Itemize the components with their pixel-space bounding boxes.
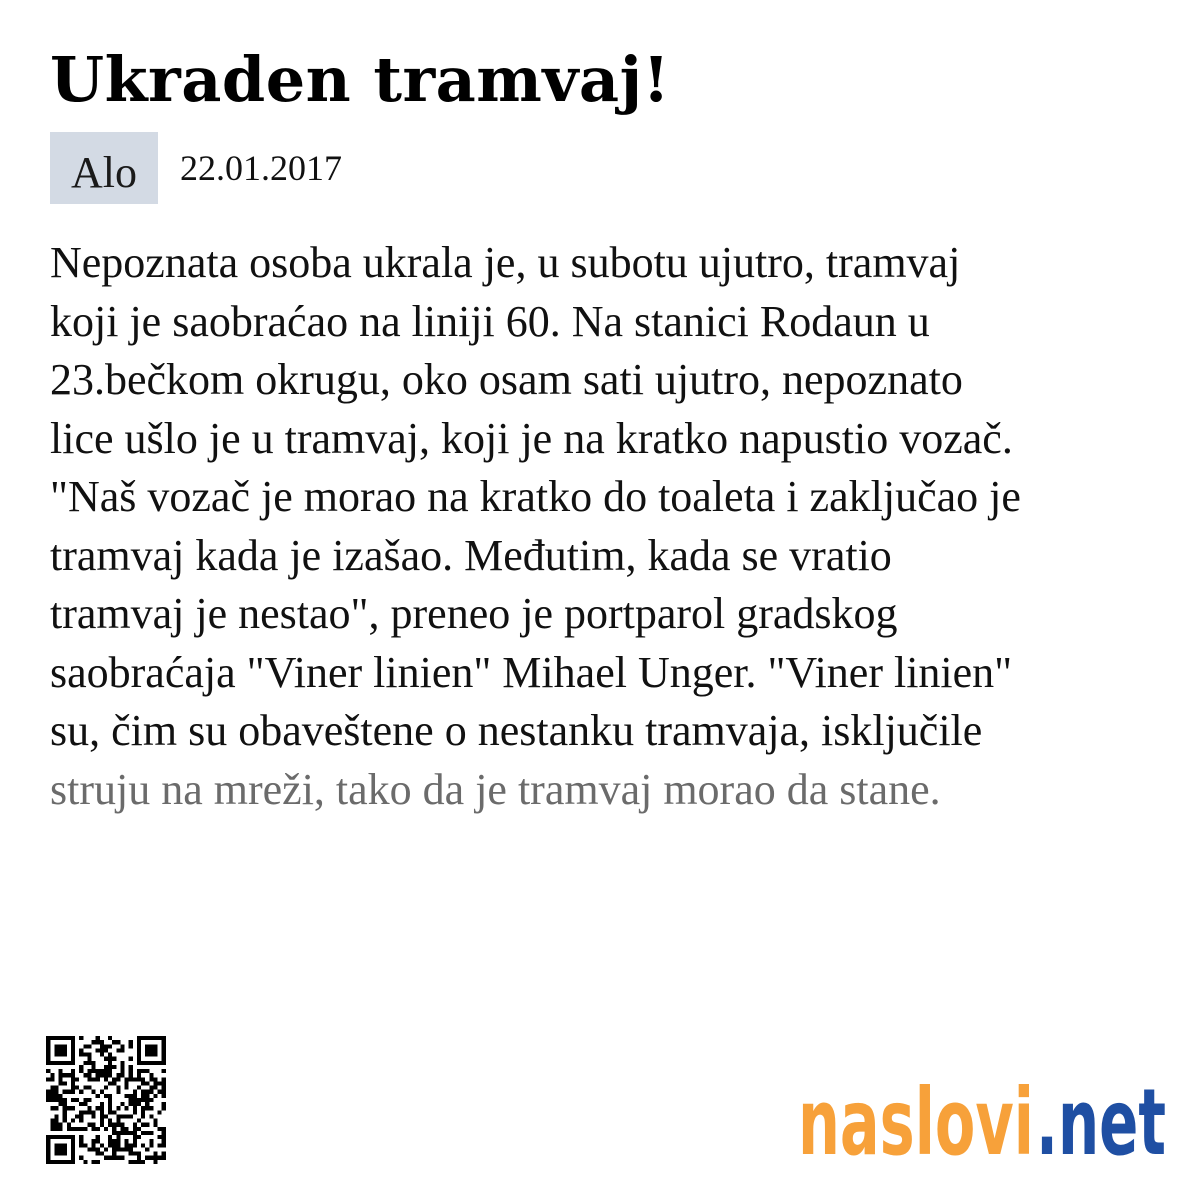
source-label: Alo bbox=[71, 147, 137, 197]
body-line: 23.bečkom okrugu, oko osam sati ujutro, nepoznato bbox=[50, 355, 963, 404]
source-badge[interactable] bbox=[50, 132, 158, 204]
body-line: lice ušlo je u tramvaj, koji je na kratko napustio vozač. bbox=[50, 413, 1013, 463]
naslovi-logo[interactable] bbox=[798, 1056, 1170, 1168]
body-line: "Naš vozač je morao na kratko do toaleta i zaključao je bbox=[50, 472, 1021, 521]
publish-date: 22.01.2017 bbox=[180, 148, 342, 188]
body-line: koji je saobraćao na liniji 60. Na stanici Rodaun u bbox=[50, 296, 930, 346]
body-line: tramvaj kada je izašao. Međutim, kada se vratio bbox=[50, 530, 892, 580]
qr-code-icon[interactable] bbox=[46, 1036, 166, 1164]
body-line: Nepoznata osoba ukrala je, u subotu ujutro, tramvaj bbox=[50, 238, 961, 287]
body-line: tramvaj je nestao", preneo je portparol gradskog bbox=[50, 589, 898, 638]
article-body bbox=[50, 234, 1160, 864]
logo-part-net: .net bbox=[1036, 1069, 1166, 1168]
logo-part-naslovi: naslovi bbox=[798, 1069, 1034, 1168]
body-line: su, čim su obaveštene o nestanku tramvaja, isključile bbox=[50, 706, 983, 755]
body-line-faded: struju na mreži, tako da je tramvaj morao da stane. bbox=[50, 764, 941, 814]
body-line: saobraćaja "Viner linien" Mihael Unger. "Viner linien" bbox=[50, 647, 1013, 697]
article-title: Ukraden tramvaj! bbox=[50, 43, 671, 116]
